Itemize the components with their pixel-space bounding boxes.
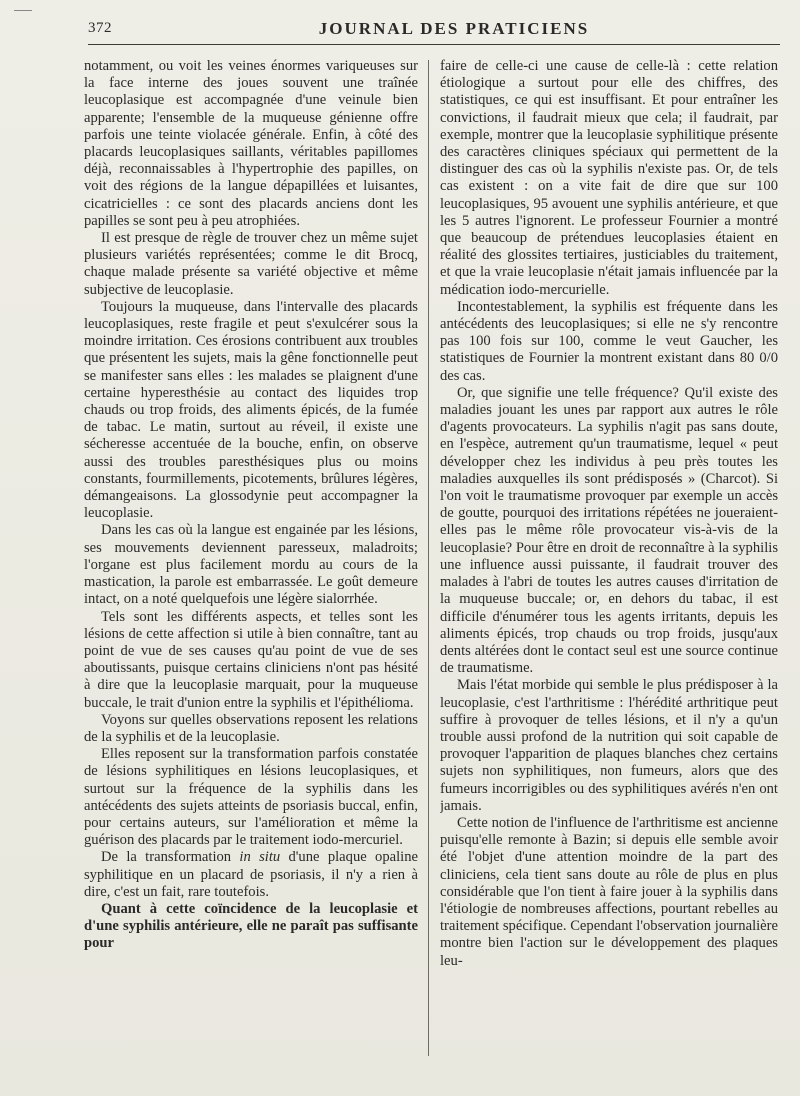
paragraph xyxy=(84,849,418,901)
paragraph: Dans les cas où la langue est engainée par les lésions, ses mouvements deviennent paresseux, maladroits; l'organe est plus facilement mordu au cours de la mastication, la parole est embarrassée. Le goût demeure intact, on a noté quelquefois une légère sialorrhée. xyxy=(84,522,418,608)
paragraph: Incontestablement, la syphilis est fréquente dans les antécédents des leucoplasiques; si elle ne s'y rencontre pas 100 fois sur 100, comme le veut Gaucher, les statistiques de Fournier la montrent existant dans 80 0/0 des cas. xyxy=(440,298,778,384)
paragraph-text: d'une plaque opaline syphilitique en un placard de psoriasis, il n'y a rien à dire, c'est un fait, rare toutefois. xyxy=(84,849,418,900)
scan-mark xyxy=(14,10,32,11)
column-divider xyxy=(428,60,429,1056)
paragraph: Tels sont les différents aspects, et telles sont les lésions de cette affection si utile à bien connaître, tant au point de vue de ses causes qu'au point de vue de ses aboutissants, puisque certains cliniciens n'ont pas hésité à dire que la leucoplasie marquait, pour la muqueuse buccale, le trait d'union entre la syphilis et l'épithélioma. xyxy=(84,608,418,711)
page-header xyxy=(88,18,780,45)
paragraph: Mais l'état morbide qui semble le plus prédisposer à la leucoplasie, c'est l'arthritisme : l'hérédité arthritique peut suffire à provoquer de telles lésions, et il n'y a qu'un trouble aussi profond de la nutrition qui soit capable de provoquer l'apparition de plaques blanches chez certains sujets non syphilitiques, non fumeurs, alors que des fumeurs incorrigibles ou des syphilitiques avérés n'en ont jamais. xyxy=(440,677,778,814)
right-text-column xyxy=(440,58,778,1060)
paragraph: Or, que signifie une telle fréquence? Qu'il existe des maladies jouant les unes par rapport aux autres le rôle d'agents provocateurs. La syphilis n'agit pas sans doute, en l'espèce, autrement qu'un traumatisme, lequel « peut développer chez les individus à peu près toutes les maladies auxquelles ils sont prédisposés » (Charcot). Si l'on voit le traumatisme provoquer par exemple un accès de goutte, pourquoi des irritations répétées ne joueraient-elles pas le même rôle provocateur vis-à-vis de la leucoplasie? Pour être en droit de reconnaître à la syphilis une influence aussi puissante, il faudrait trouver des malades à l'abri de toutes les autres causes d'irritation de la muqueuse buccale; or, en dehors du tabac, il est difficile d'énumérer tous les agents irritants, depuis les aliments épicés, trop chauds ou trop froids, jusqu'aux dents altérées dont le contact seul est une source continue de traumatisme. xyxy=(440,384,778,677)
journal-title: JOURNAL DES PRATICIENS xyxy=(318,19,590,38)
paragraph: notamment, ou voit les veines énormes variqueuses sur la face interne des joues souvent une traînée leucoplasique est accompagnée d'une veinule bien apparente; l'ensemble de la muqueuse génienne offre parfois une teinte violacée générale. Enfin, à côté des placards leucoplasiques saillants, véritables papillomes déjà, reconnaissables à l'hypertrophie des papilles, on voit des régions de la langue dépapillées et luisantes, cicatricielles : ce sont des placards anciens dont les papilles se sont peu à peu atrophiées. xyxy=(84,58,418,229)
emphasized-term: in situ xyxy=(239,849,281,866)
paragraph: Il est presque de règle de trouver chez un même sujet plusieurs variétés représentées; comme le dit Brocq, chaque malade présente sa variété objective et même subjective de leucoplasie. xyxy=(84,230,418,298)
paragraph: Elles reposent sur la transformation parfois constatée de lésions syphilitiques en lésions leucoplasiques, et surtout sur la fréquence de la syphilis dans les antécédents des sujets atteints de psoriasis buccal, enfin, pour certains auteurs, sur l'amélioration et même la guérison des placards par le traitement iodo-mercuriel. xyxy=(84,746,418,849)
paragraph: Quant à cette coïncidence de la leucoplasie et d'une syphilis antérieure, elle ne paraît pas suffisante pour xyxy=(84,900,418,952)
paragraph: Voyons sur quelles observations reposent les relations de la syphilis et de la leucoplasie. xyxy=(84,711,418,745)
paragraph: Toujours la muqueuse, dans l'intervalle des placards leucoplasiques, reste fragile et peut s'exulcérer sous la moindre irritation. Ces érosions contribuent aux troubles que présentent les sujets, mais la gêne fonctionnelle peut se manifester sans elles : les malades se plaignent d'une certaine hyperesthésie au contact des liquides trop chauds ou trop froids, des aliments épicés, de la fumée de tabac. Le matin, surtout au réveil, il existe une sécheresse accentuée de la bouche, enfin, on observe aussi des troubles paresthésiques plus ou moins constants, fourmillements, picotements, brûlures légères, démangeaisons. La glossodynie peut accompagner la leucoplasie. xyxy=(84,298,418,522)
paragraph: faire de celle-ci une cause de celle-là : cette relation étiologique a surtout pour elle des chiffres, des statistiques, ce qui est insuffisant. Et pour entraîner les convictions, il faudrait mieux que cela; il faudrait, par exemple, montrer que la leucoplasie syphilitique présente des caractères cliniques spéciaux qui permettent de la distinguer des cas où la syphilis n'existe pas. Or, de tels cas existent : on a vite fait de dire que sur 100 leucoplasiques, 95 avouent une syphilis antérieure, et que les 5 autres l'ignorent. Le professeur Fournier a montré que beaucoup de prétendues leucoplasies étaient en réalité des glossites tertiaires, justiciables du traitement, et que la vraie leucoplasie n'était jamais influencée par la médication iodo-mercurielle. xyxy=(440,58,778,298)
left-text-column xyxy=(84,58,418,1060)
page-number: 372 xyxy=(88,20,112,36)
paragraph: Cette notion de l'influence de l'arthritisme est ancienne puisqu'elle remonte à Bazin; si depuis elle semble avoir été l'objet d'une attention moindre de la part des cliniciens, cela tient sans doute au rôle de plus en plus considérable que l'on tient à faire jouer à la syphilis dans l'étiologie de nombreuses affections, pourtant rebelles au traitement spécifique. Cependant l'observation journalière montre bien l'action sur le développement des plaques leu- xyxy=(440,814,778,969)
paragraph-text: De la transformation xyxy=(101,849,240,866)
